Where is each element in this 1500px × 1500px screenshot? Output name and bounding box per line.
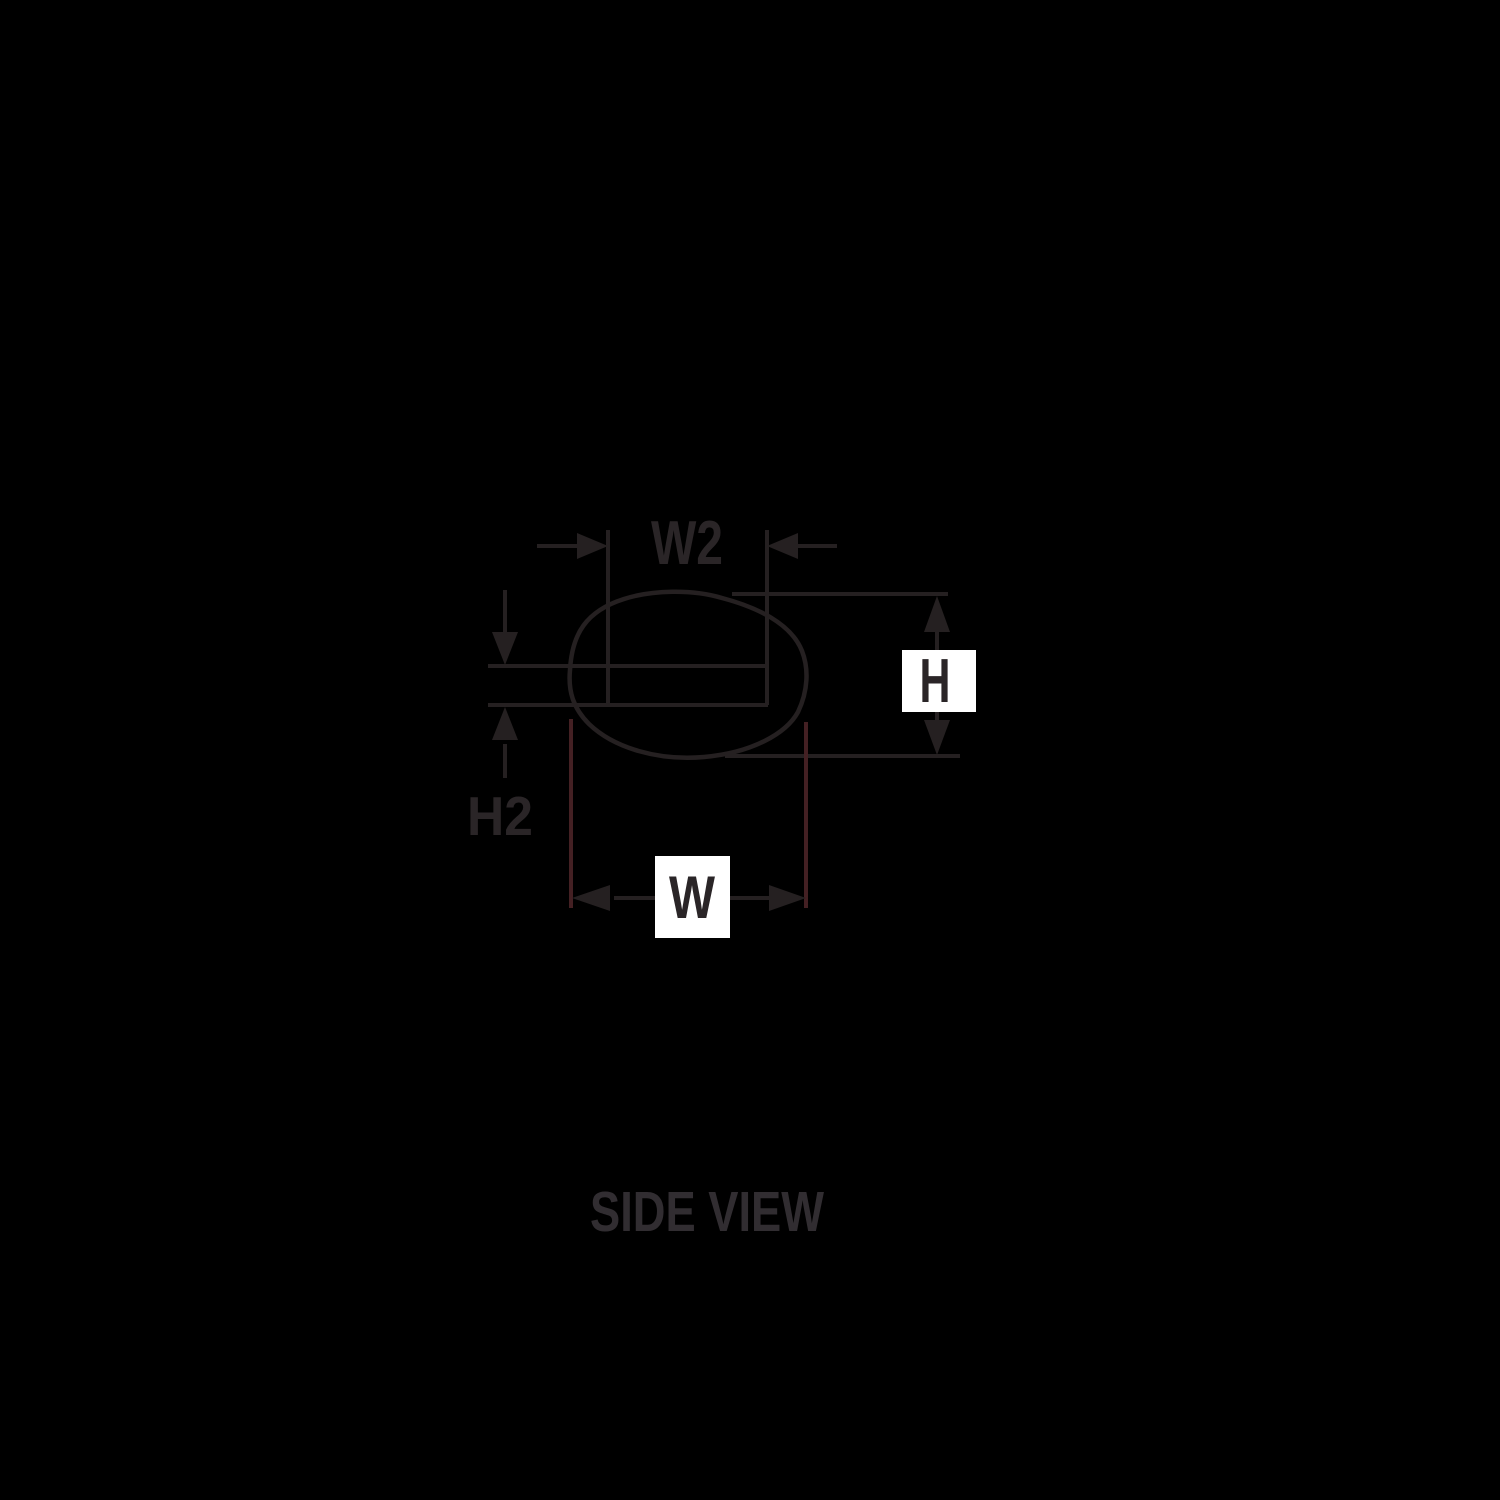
w2-right-arrowhead-icon	[767, 533, 798, 559]
dimension-h2	[467, 590, 533, 847]
w2-label: W2	[651, 509, 723, 578]
h2-down-arrowhead-icon	[492, 632, 518, 665]
dimension-w2	[537, 509, 837, 578]
h2-label: H2	[467, 785, 533, 847]
hole-slot	[488, 530, 768, 705]
h-label: H	[919, 647, 951, 716]
w-right-arrowhead-icon	[769, 885, 806, 911]
dimension-w	[571, 719, 806, 938]
dimension-h	[725, 594, 976, 756]
bead-outline	[570, 592, 807, 758]
h2-up-arrowhead-icon	[492, 707, 518, 740]
w-label: W	[669, 864, 716, 931]
h-down-arrowhead-icon	[924, 720, 950, 755]
caption-side-view: SIDE VIEW	[590, 1180, 825, 1244]
w2-left-arrowhead-icon	[577, 533, 608, 559]
h-up-arrowhead-icon	[924, 596, 950, 632]
w-left-arrowhead-icon	[572, 885, 610, 911]
